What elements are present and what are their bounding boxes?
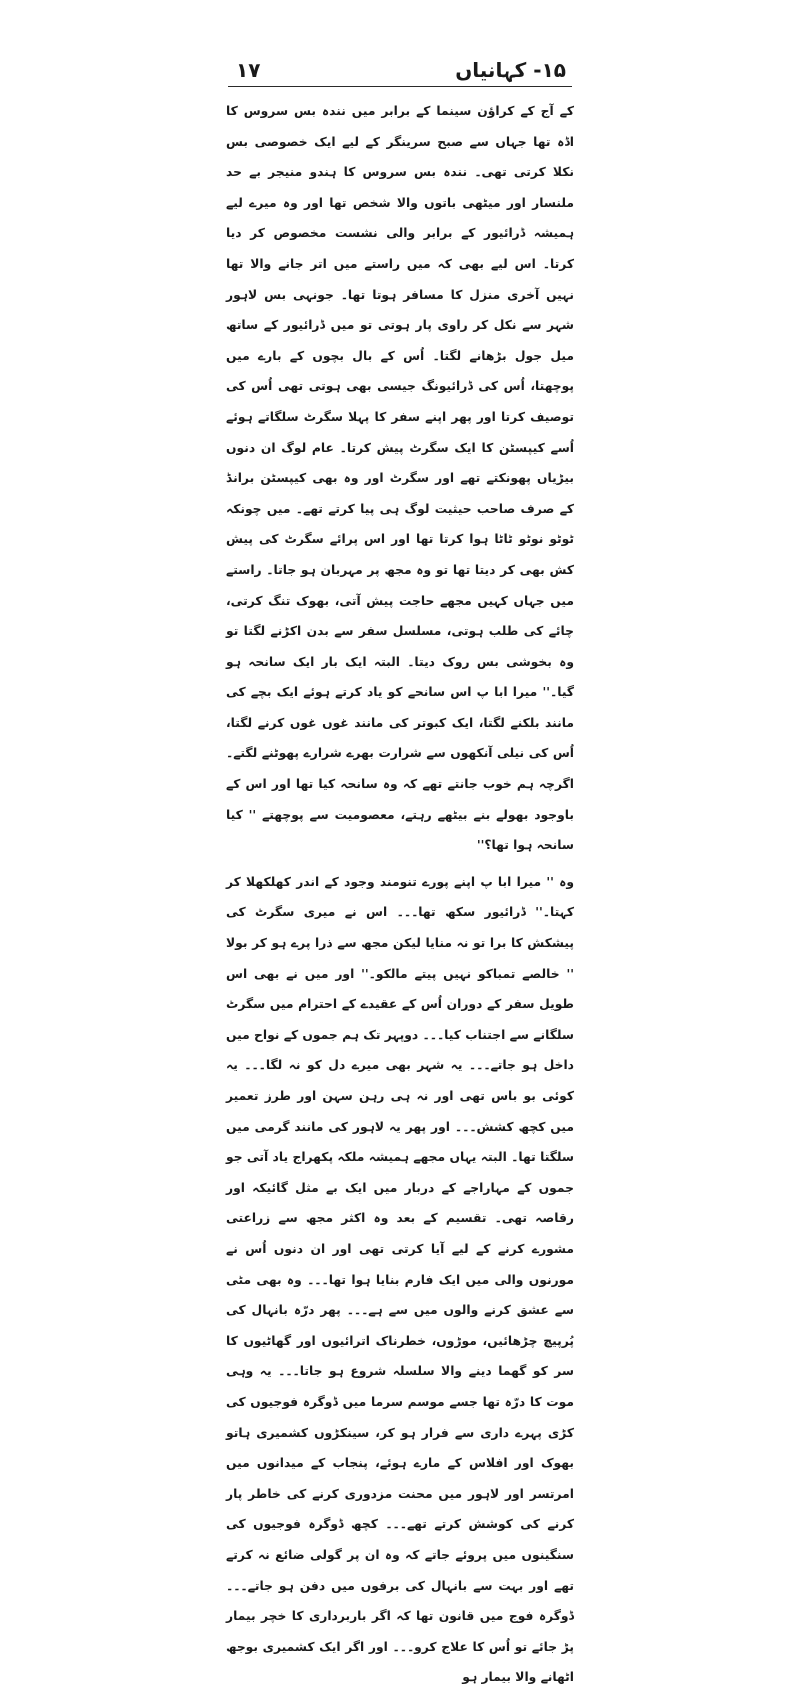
running-title: ۱۵- کہانیاں (455, 58, 566, 82)
running-head (228, 56, 572, 87)
page-number: ۱۷ (236, 58, 261, 82)
paragraph-1: کے آج کے کراؤن سینما کے برابر میں نندہ بس سروس کا اڈہ تھا جہاں سے صبح سرینگر کے لیے ایک خصوصی بس نکلا کرتی تھی۔ نندہ بس سروس کا ہندو منیجر بے حد ملنسار اور میٹھی باتوں والا شخص تھا اور وہ میرے لیے ہمیشہ ڈرائیور کے برابر والی نشست مخصوص کر دیا کرتا۔ اس لیے بھی کہ میں راستے میں اتر جانے والا تھا نہیں آخری منزل کا مسافر ہوتا تھا۔ جونہی بس لاہور شہر سے نکل کر راوی پار ہوتی تو میں ڈرائیور کے ساتھ میل جول بڑھانے لگتا۔ اُس کے بال بچوں کے بارے میں پوچھتا، اُس کی ڈرائیونگ جیسی بھی ہوتی تھی اُس کی توصیف کرتا اور پھر اپنے سفر کا پہلا سگرٹ سلگاتے ہوئے اُسے کیپسٹن کا ایک سگرٹ پیش کرتا۔ عام لوگ ان دنوں بیڑیاں پھونکتے تھے اور سگرٹ اور وہ بھی کیپسٹن برانڈ کے صرف صاحب حیثیت لوگ ہی پیا کرتے تھے۔ میں چونکہ ٹوٹو نوٹو ٹاٹا ہوا کرتا تھا اور اس پرائے سگرٹ کی پیش کش بھی کر دیتا تھا تو وہ مجھ پر مہربان ہو جاتا۔ راستے میں جہاں کہیں مجھے حاجت پیش آتی، بھوک تنگ کرتی، چائے کی طلب ہوتی، مسلسل سفر سے بدن اکڑنے لگتا تو وہ بخوشی بس روک دیتا۔ البتہ ایک بار ایک سانحہ ہو گیا۔'' میرا ابا پ اس سانحے کو یاد کرتے ہوئے ایک بچے کی مانند بلکنے لگتا، ایک کبوتر کی مانند غوں غوں کرنے لگتا، اُس کی نیلی آنکھوں سے شرارت بھرے شرارے پھوٹنے لگتے۔ اگرچہ ہم خوب جانتے تھے کہ وہ سانحہ کیا تھا اور اس کے باوجود بھولے بنے بیٹھے رہتے، معصومیت سے پوچھتے '' کیا سانحہ ہوا تھا؟'' (226, 104, 574, 853)
paragraph-2: وہ '' میرا ابا پ اپنے پورے تنومند وجود کے اندر کھلکھلا کر کہتا۔'' ڈرائیور سکھ تھا۔۔۔ اس نے میری سگرٹ کی پیشکش کا برا تو نہ منایا لیکن مجھ سے ذرا پرے ہو کر بولا '' خالصے تمباکو نہیں پیتے مالکو۔'' اور میں نے بھی اس طویل سفر کے دوران اُس کے عقیدے کے احترام میں سگرٹ سلگانے سے اجتناب کیا۔۔۔ دوپہر تک ہم جموں کے نواح میں داخل ہو جاتے۔۔۔ یہ شہر بھی میرے دل کو نہ لگا۔۔۔ یہ کوئی بو باس تھی اور نہ ہی رہن سہن اور طرز تعمیر میں کچھ کشش۔۔۔ اور پھر یہ لاہور کی مانند گرمی میں سلگتا تھا۔ البتہ یہاں مجھے ہمیشہ ملکہ پکھراج یاد آتی جو جموں کے مہاراجے کے دربار میں ایک بے مثل گائیکہ اور رقاصہ تھی۔ تقسیم کے بعد وہ اکثر مجھ سے زراعتی مشورے کرنے کے لیے آیا کرتی تھی اور ان دنوں اُس نے مورنوں والی میں ایک فارم بنایا ہوا تھا۔۔۔ وہ بھی مٹی سے عشق کرنے والوں میں سے ہے۔۔۔ پھر درّہ بانہال کی پُرپیچ چڑھائیں، موڑوں، خطرناک اترائیوں اور گھاٹیوں کا سر کو گھما دینے والا سلسلہ شروع ہو جاتا۔۔۔ یہ وہی موت کا درّہ تھا جسے موسم سرما میں ڈوگرہ فوجیوں کی کڑی پہرے داری سے فرار ہو کر، سینکڑوں کشمیری ہاتو بھوک اور افلاس کے مارے ہوئے، پنجاب کے میدانوں میں امرتسر اور لاہور میں محنت مزدوری کرنے کی خاطر پار کرنے کی کوشش کرتے تھے۔۔۔ کچھ ڈوگرہ فوجیوں کی سنگینوں میں پروئے جاتے کہ وہ ان پر گولی ضائع نہ کرتے تھے اور بہت سے بانہال کی برفوں میں دفن ہو جاتے۔۔۔ ڈوگرہ فوج میں قانون تھا کہ اگر باربرداری کا خچر بیمار پڑ جائے تو اُس کا علاج کرو۔۔۔ اور اگر ایک کشمیری بوجھ اٹھانے والا بیمار ہو (226, 874, 574, 1685)
body-text (226, 96, 574, 1693)
